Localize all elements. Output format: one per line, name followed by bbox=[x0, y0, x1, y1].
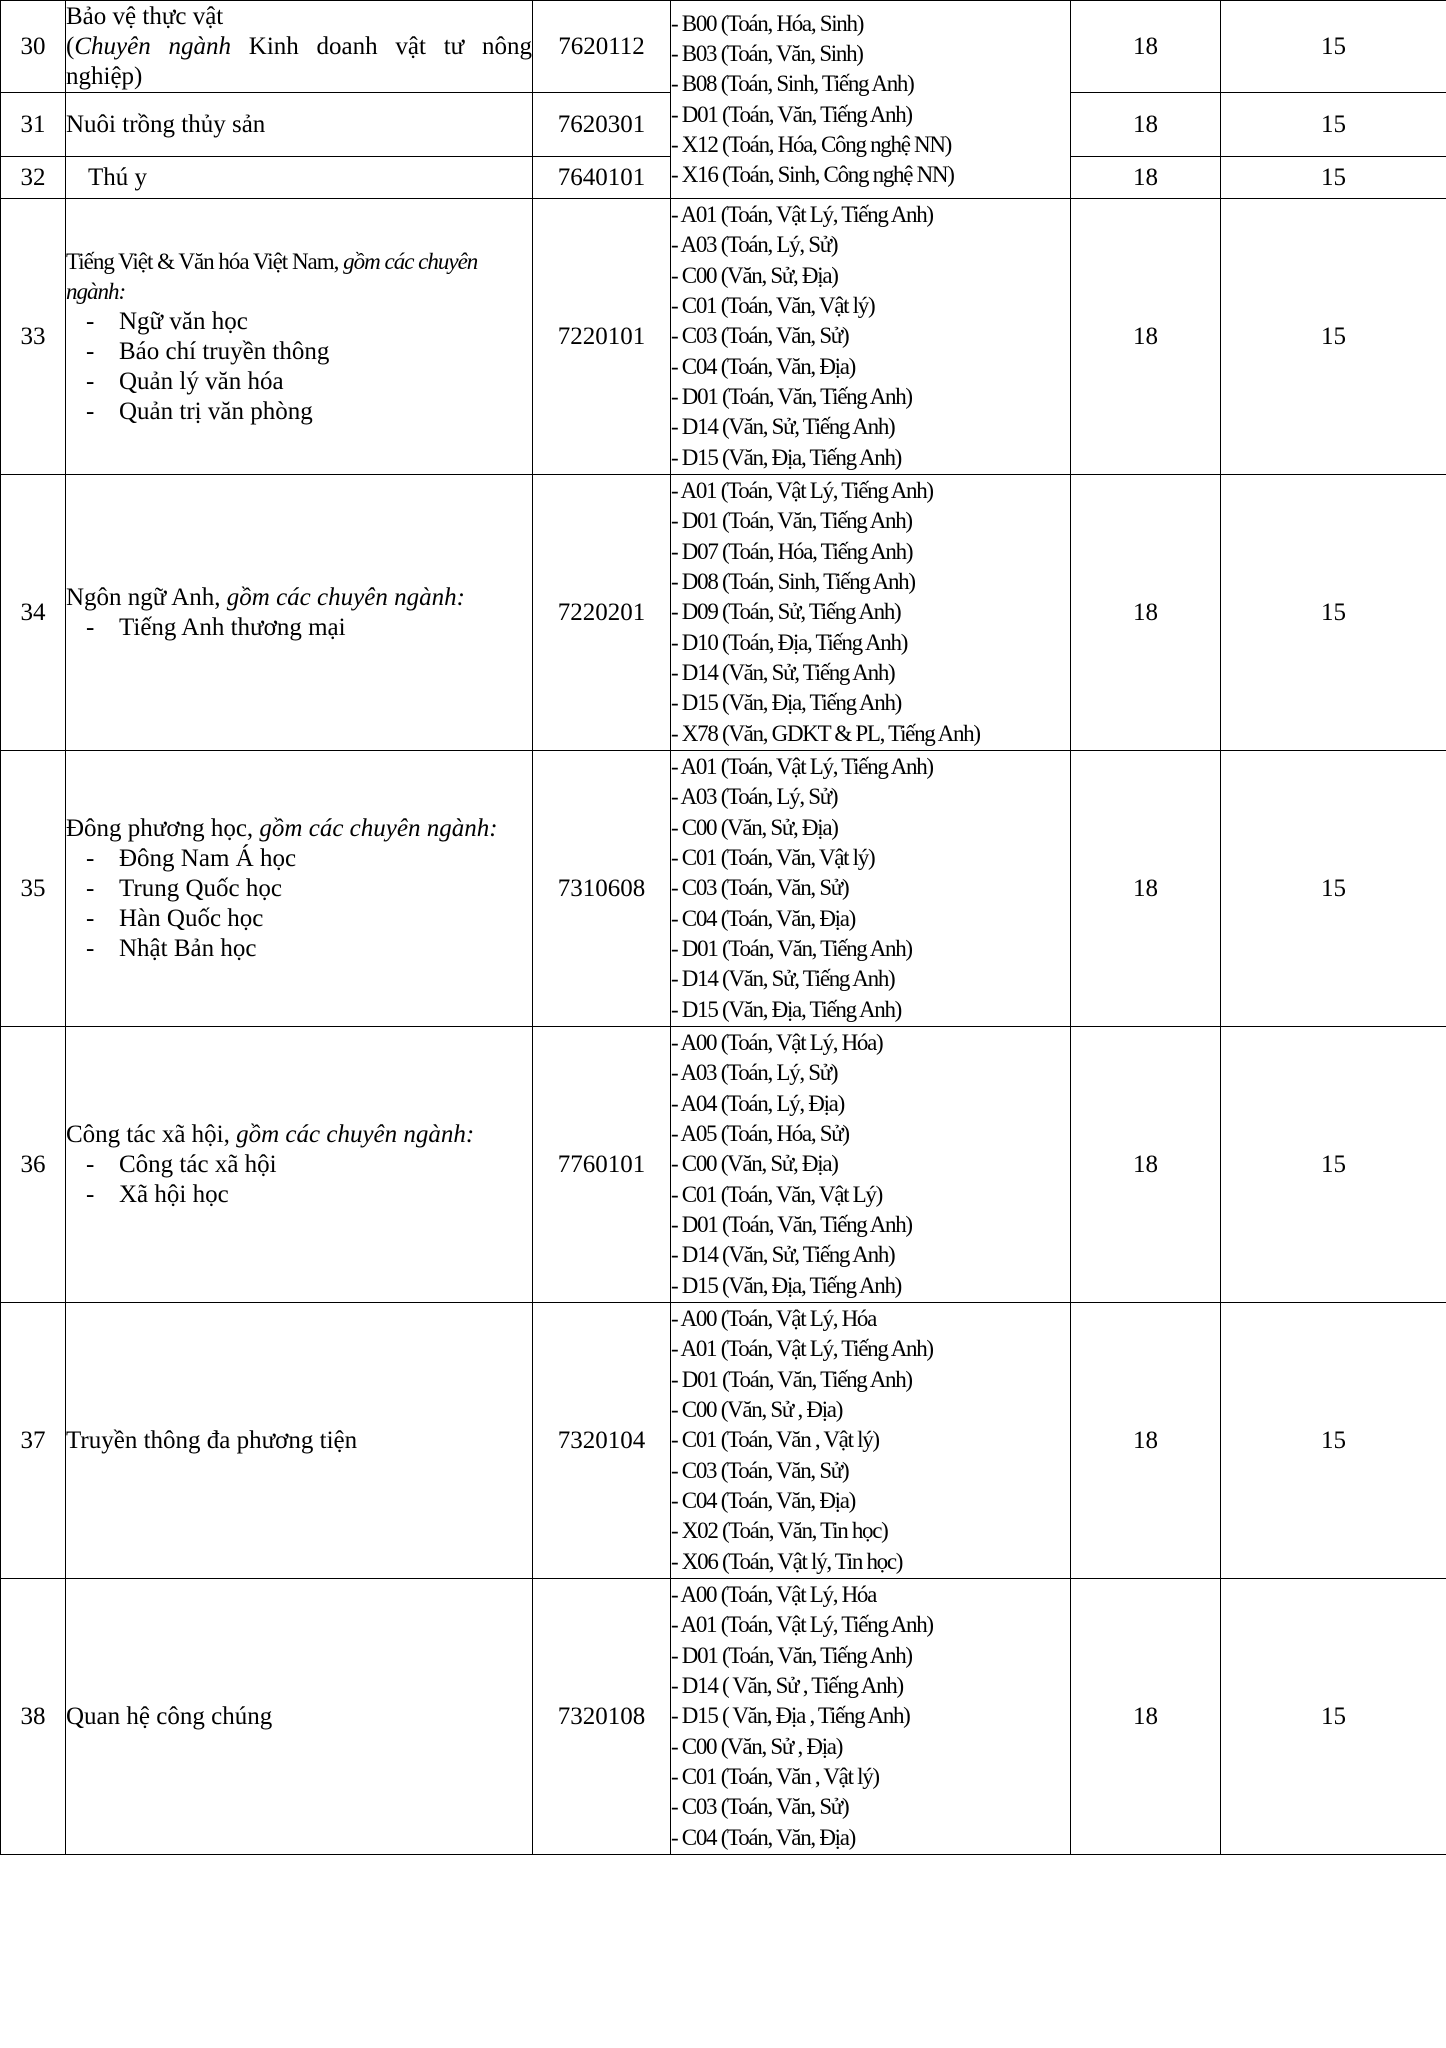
row-number: 38 bbox=[1, 1579, 66, 1855]
program-code: 7320104 bbox=[533, 1303, 671, 1579]
program-name bbox=[66, 1027, 533, 1303]
row-number: 33 bbox=[1, 199, 66, 475]
row-number: 32 bbox=[1, 157, 66, 199]
specialization-item: - Quản lý văn hóa bbox=[86, 367, 284, 395]
program-name bbox=[66, 475, 533, 751]
combo-item: - D01 (Toán, Văn, Tiếng Anh) bbox=[671, 508, 912, 534]
program-title: Ngôn ngữ Anh, gồm các chuyên ngành: bbox=[66, 583, 465, 611]
specialization-item: - Xã hội học bbox=[86, 1180, 229, 1208]
combo-item: - D07 (Toán, Hóa, Tiếng Anh) bbox=[671, 538, 913, 564]
combo-item: - A01 (Toán, Vật Lý, Tiếng Anh) bbox=[671, 478, 933, 504]
combo-item: - A01 (Toán, Vật Lý, Tiếng Anh) bbox=[671, 1336, 933, 1362]
combo-item: - D14 (Văn, Sử, Tiếng Anh) bbox=[671, 966, 895, 992]
combo-item: - D08 (Toán, Sinh, Tiếng Anh) bbox=[671, 569, 915, 595]
subject-combinations bbox=[671, 475, 1071, 751]
program-name: Thú y bbox=[66, 157, 533, 199]
combo-item: - A03 (Toán, Lý, Sử) bbox=[671, 232, 838, 258]
program-code: 7220201 bbox=[533, 475, 671, 751]
combo-item: - C01 (Toán, Văn , Vật lý) bbox=[671, 1427, 879, 1453]
combo-item: - A01 (Toán, Vật Lý, Tiếng Anh) bbox=[671, 202, 933, 228]
specialization-item: - Công tác xã hội bbox=[86, 1150, 277, 1178]
row-number: 36 bbox=[1, 1027, 66, 1303]
subject-combinations bbox=[671, 1, 1071, 199]
specialization-item: - Tiếng Anh thương mại bbox=[86, 613, 346, 641]
combo-item: - A01 (Toán, Vật Lý, Tiếng Anh) bbox=[671, 754, 933, 780]
combo-item: - X78 (Văn, GDKT & PL, Tiếng Anh) bbox=[671, 720, 980, 746]
combo-item: - C01 (Toán, Văn, Vật lý) bbox=[671, 845, 875, 871]
specialization-item: - Báo chí truyền thông bbox=[86, 337, 330, 365]
specialization-item: - Ngữ văn học bbox=[86, 307, 248, 335]
combo-item: - D15 (Văn, Địa, Tiếng Anh) bbox=[671, 444, 902, 470]
combo-item: - X02 (Toán, Văn, Tin học) bbox=[671, 1518, 888, 1544]
combo-item: - A03 (Toán, Lý, Sử) bbox=[671, 1060, 838, 1086]
program-title: Bảo vệ thực vật bbox=[66, 2, 224, 30]
score-2: 15 bbox=[1221, 1, 1446, 93]
score-2: 15 bbox=[1221, 751, 1446, 1027]
combo-item: - D14 (Văn, Sử, Tiếng Anh) bbox=[671, 659, 895, 685]
score-2: 15 bbox=[1221, 1027, 1446, 1303]
row-number: 34 bbox=[1, 475, 66, 751]
program-title: Đông phương học, gồm các chuyên ngành: bbox=[66, 814, 498, 842]
score-1: 18 bbox=[1071, 157, 1221, 199]
combo-item: - D15 (Văn, Địa, Tiếng Anh) bbox=[671, 690, 902, 716]
table-row bbox=[1, 1579, 1446, 1855]
combo-item: - B03 (Toán, Văn, Sinh) bbox=[671, 40, 863, 66]
row-number: 37 bbox=[1, 1303, 66, 1579]
combo-item: - C00 (Văn, Sử , Địa) bbox=[671, 1397, 843, 1423]
combo-item: - D01 (Toán, Văn, Tiếng Anh) bbox=[671, 1642, 912, 1668]
combo-item: - A05 (Toán, Hóa, Sử) bbox=[671, 1121, 849, 1147]
subject-combinations bbox=[671, 1303, 1071, 1579]
program-code: 7320108 bbox=[533, 1579, 671, 1855]
combo-item: - C03 (Toán, Văn, Sử) bbox=[671, 875, 849, 901]
program-code: 7620112 bbox=[533, 1, 671, 93]
table-row bbox=[1, 1, 1446, 93]
combo-item: - A04 (Toán, Lý, Địa) bbox=[671, 1090, 844, 1116]
score-2: 15 bbox=[1221, 157, 1446, 199]
combo-item: - X06 (Toán, Vật lý, Tin học) bbox=[671, 1548, 903, 1574]
program-code: 7640101 bbox=[533, 157, 671, 199]
table-row bbox=[1, 199, 1446, 475]
table-row bbox=[1, 751, 1446, 1027]
specialization-item: - Hàn Quốc học bbox=[86, 904, 264, 932]
combo-item: - C01 (Toán, Văn, Vật Lý) bbox=[671, 1181, 882, 1207]
row-number: 31 bbox=[1, 93, 66, 157]
combo-item: - D14 ( Văn, Sử , Tiếng Anh) bbox=[671, 1673, 903, 1699]
combo-item: - B00 (Toán, Hóa, Sinh) bbox=[671, 10, 864, 36]
specialization-item: - Quản trị văn phòng bbox=[86, 397, 313, 425]
combo-item: - C00 (Văn, Sử, Địa) bbox=[671, 1151, 838, 1177]
combo-item: - A03 (Toán, Lý, Sử) bbox=[671, 784, 838, 810]
program-code: 7620301 bbox=[533, 93, 671, 157]
combo-item: - D09 (Toán, Sử, Tiếng Anh) bbox=[671, 599, 901, 625]
combo-item: - C03 (Toán, Văn, Sử) bbox=[671, 1794, 849, 1820]
program-code: 7220101 bbox=[533, 199, 671, 475]
combo-item: - X16 (Toán, Sinh, Công nghệ NN) bbox=[671, 162, 954, 188]
score-1: 18 bbox=[1071, 751, 1221, 1027]
subject-combinations bbox=[671, 1027, 1071, 1303]
combo-item: - A00 (Toán, Vật Lý, Hóa bbox=[671, 1582, 877, 1608]
subject-combinations bbox=[671, 1579, 1071, 1855]
specialization-item: - Đông Nam Á học bbox=[86, 844, 297, 872]
program-specialization: (Chuyên ngành Kinh doanh vật tư nông nghiệp) bbox=[66, 32, 532, 90]
combo-item: - D01 (Toán, Văn, Tiếng Anh) bbox=[671, 1211, 912, 1237]
score-1: 18 bbox=[1071, 475, 1221, 751]
program-name bbox=[66, 1, 533, 93]
program-name: Truyền thông đa phương tiện bbox=[66, 1303, 533, 1579]
combo-item: - D01 (Toán, Văn, Tiếng Anh) bbox=[671, 383, 912, 409]
table-row bbox=[1, 1303, 1446, 1579]
combo-item: - C03 (Toán, Văn, Sử) bbox=[671, 1457, 849, 1483]
combo-item: - B08 (Toán, Sinh, Tiếng Anh) bbox=[671, 71, 914, 97]
score-1: 18 bbox=[1071, 1, 1221, 93]
combo-item: - D14 (Văn, Sử, Tiếng Anh) bbox=[671, 414, 895, 440]
combo-item: - A00 (Toán, Vật Lý, Hóa) bbox=[671, 1030, 883, 1056]
combo-item: - X12 (Toán, Hóa, Công nghệ NN) bbox=[671, 131, 952, 157]
program-title: Tiếng Việt & Văn hóa Việt Nam, gồm các chuyên ngành: bbox=[66, 248, 478, 304]
score-1: 18 bbox=[1071, 1027, 1221, 1303]
combo-item: - C04 (Toán, Văn, Địa) bbox=[671, 905, 855, 931]
subject-combinations bbox=[671, 751, 1071, 1027]
combo-item: - C00 (Văn, Sử, Địa) bbox=[671, 262, 838, 288]
combo-item: - C01 (Toán, Văn, Vật lý) bbox=[671, 293, 875, 319]
combo-item: - C04 (Toán, Văn, Địa) bbox=[671, 1824, 855, 1850]
combo-item: - A00 (Toán, Vật Lý, Hóa bbox=[671, 1306, 877, 1332]
program-name bbox=[66, 199, 533, 475]
score-2: 15 bbox=[1221, 199, 1446, 475]
score-1: 18 bbox=[1071, 199, 1221, 475]
combo-item: - C03 (Toán, Văn, Sử) bbox=[671, 323, 849, 349]
combo-item: - D14 (Văn, Sử, Tiếng Anh) bbox=[671, 1242, 895, 1268]
subject-combinations bbox=[671, 199, 1071, 475]
score-1: 18 bbox=[1071, 93, 1221, 157]
combo-item: - C00 (Văn, Sử , Địa) bbox=[671, 1733, 843, 1759]
score-2: 15 bbox=[1221, 1579, 1446, 1855]
score-2: 15 bbox=[1221, 475, 1446, 751]
program-name bbox=[66, 751, 533, 1027]
combo-item: - D01 (Toán, Văn, Tiếng Anh) bbox=[671, 935, 912, 961]
row-number: 30 bbox=[1, 1, 66, 93]
program-name: Nuôi trồng thủy sản bbox=[66, 93, 533, 157]
combo-item: - D01 (Toán, Văn, Tiếng Anh) bbox=[671, 1366, 912, 1392]
program-name: Quan hệ công chúng bbox=[66, 1579, 533, 1855]
combo-item: - D01 (Toán, Văn, Tiếng Anh) bbox=[671, 101, 912, 127]
program-code: 7760101 bbox=[533, 1027, 671, 1303]
program-title: Công tác xã hội, gồm các chuyên ngành: bbox=[66, 1120, 475, 1148]
score-1: 18 bbox=[1071, 1303, 1221, 1579]
score-2: 15 bbox=[1221, 1303, 1446, 1579]
specialization-item: - Trung Quốc học bbox=[86, 874, 282, 902]
specialization-item: - Nhật Bản học bbox=[86, 934, 257, 962]
combo-item: - C01 (Toán, Văn , Vật lý) bbox=[671, 1763, 879, 1789]
table-row bbox=[1, 475, 1446, 751]
combo-item: - A01 (Toán, Vật Lý, Tiếng Anh) bbox=[671, 1612, 933, 1638]
row-number: 35 bbox=[1, 751, 66, 1027]
combo-item: - C00 (Văn, Sử, Địa) bbox=[671, 814, 838, 840]
combo-item: - D15 (Văn, Địa, Tiếng Anh) bbox=[671, 1272, 902, 1298]
combo-item: - D15 (Văn, Địa, Tiếng Anh) bbox=[671, 996, 902, 1022]
combo-item: - C04 (Toán, Văn, Địa) bbox=[671, 1487, 855, 1513]
table-row bbox=[1, 1027, 1446, 1303]
combo-item: - C04 (Toán, Văn, Địa) bbox=[671, 353, 855, 379]
score-1: 18 bbox=[1071, 1579, 1221, 1855]
combo-item: - D10 (Toán, Địa, Tiếng Anh) bbox=[671, 629, 908, 655]
combo-item: - D15 ( Văn, Địa , Tiếng Anh) bbox=[671, 1703, 910, 1729]
score-2: 15 bbox=[1221, 93, 1446, 157]
program-code: 7310608 bbox=[533, 751, 671, 1027]
